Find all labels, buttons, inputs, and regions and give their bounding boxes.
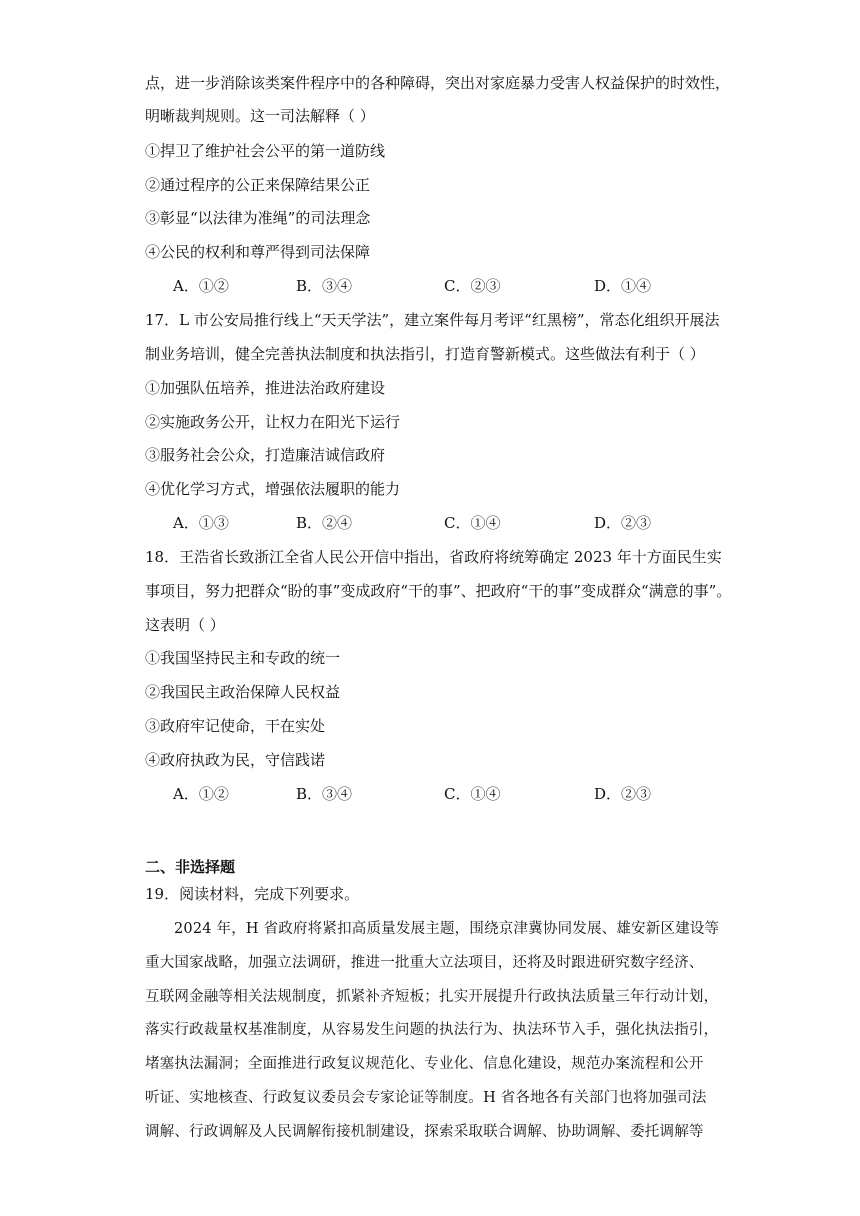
q17-stem-line-2: 制业务培训，健全完善执法制度和执法指引，打造育警新模式。这些做法有利于（ ）	[145, 345, 705, 363]
q16-option-d: D．①④	[594, 277, 652, 295]
q16-option-b: B．③④	[296, 277, 353, 295]
q19-stem: 19．阅读材料，完成下列要求。	[145, 885, 360, 903]
q18-option-b: B．③④	[296, 785, 353, 803]
q18-stem-line-3: 这表明（ ）	[145, 616, 225, 634]
q17-item-3: ③服务社会公众，打造廉洁诚信政府	[145, 446, 386, 464]
material-line-4: 落实行政裁量权基准制度，从容易发生问题的执法行为、执法环节入手，强化执法指引，	[145, 1022, 719, 1038]
q17-item-4: ④优化学习方式，增强依法履职的能力	[145, 480, 401, 498]
q16-option-a: A．①②	[173, 277, 229, 295]
q16-stem-line-2: 明晰裁判规则。这一司法解释（ ）	[145, 107, 375, 125]
q18-option-c: C．①④	[444, 785, 501, 803]
section-heading: 二、非选择题	[145, 858, 236, 876]
q16-item-3: ③彰显“以法律为准绳”的司法理念	[145, 209, 371, 227]
q16-item-1: ①捍卫了维护社会公平的第一道防线	[145, 142, 386, 160]
q18-stem-line-2: 事项目，努力把群众“盼的事”变成政府“干的事”、把政府“干的事”变成群众“满意的事”。	[145, 582, 732, 600]
q18-option-d: D．②③	[594, 785, 652, 803]
material-line-2: 重大国家战略，加强立法调研，推进一批重大立法项目，还将及时跟进研究数字经济、	[145, 955, 704, 971]
q16-item-4: ④公民的权利和尊严得到司法保障	[145, 243, 371, 261]
q17-item-1: ①加强队伍培养，推进法治政府建设	[145, 379, 386, 397]
q17-option-a: A．①③	[173, 514, 229, 532]
material-line-7: 调解、行政调解及人民调解衔接机制建设，探索采取联合调解、协助调解、委托调解等	[145, 1124, 704, 1140]
material-line-5: 堵塞执法漏洞；全面推进行政复议规范化、专业化、信息化建设，规范办案流程和公开	[145, 1056, 704, 1072]
q17-option-b: B．②④	[296, 514, 353, 532]
q18-option-a: A．①②	[173, 785, 229, 803]
q17-stem-line-1: 17．L 市公安局推行线上“天天学法”，建立案件每月考评“红黑榜”，常态化组织开展法	[145, 311, 720, 329]
q16-option-c: C．②③	[444, 277, 501, 295]
material-line-6: 听证、实地核查、行政复议委员会专家论证等制度。H 省各地各有关部门也将加强司法	[145, 1090, 707, 1106]
material-line-1: 2024 年，H 省政府将紧扣高质量发展主题，围绕京津冀协同发展、雄安新区建设等	[174, 921, 720, 937]
q16-stem-line-1: 点，进一步消除该类案件程序中的各种障碍，突出对家庭暴力受害人权益保护的时效性，	[145, 74, 731, 92]
q17-item-2: ②实施政务公开，让权力在阳光下运行	[145, 413, 401, 431]
q18-item-4: ④政府执政为民，守信践诺	[145, 751, 326, 769]
q17-option-d: D．②③	[594, 514, 652, 532]
q16-item-2: ②通过程序的公正来保障结果公正	[145, 176, 371, 194]
q17-option-c: C．①④	[444, 514, 501, 532]
q18-stem-line-1: 18．王浩省长致浙江全省人民公开信中指出，省政府将统筹确定 2023 年十方面民生实	[145, 548, 722, 566]
q18-item-3: ③政府牢记使命，干在实处	[145, 717, 326, 735]
q18-item-2: ②我国民主政治保障人民权益	[145, 683, 341, 701]
q18-item-1: ①我国坚持民主和专政的统一	[145, 649, 341, 667]
material-line-3: 互联网金融等相关法规制度，抓紧补齐短板；扎实开展提升行政执法质量三年行动计划，	[145, 989, 719, 1005]
